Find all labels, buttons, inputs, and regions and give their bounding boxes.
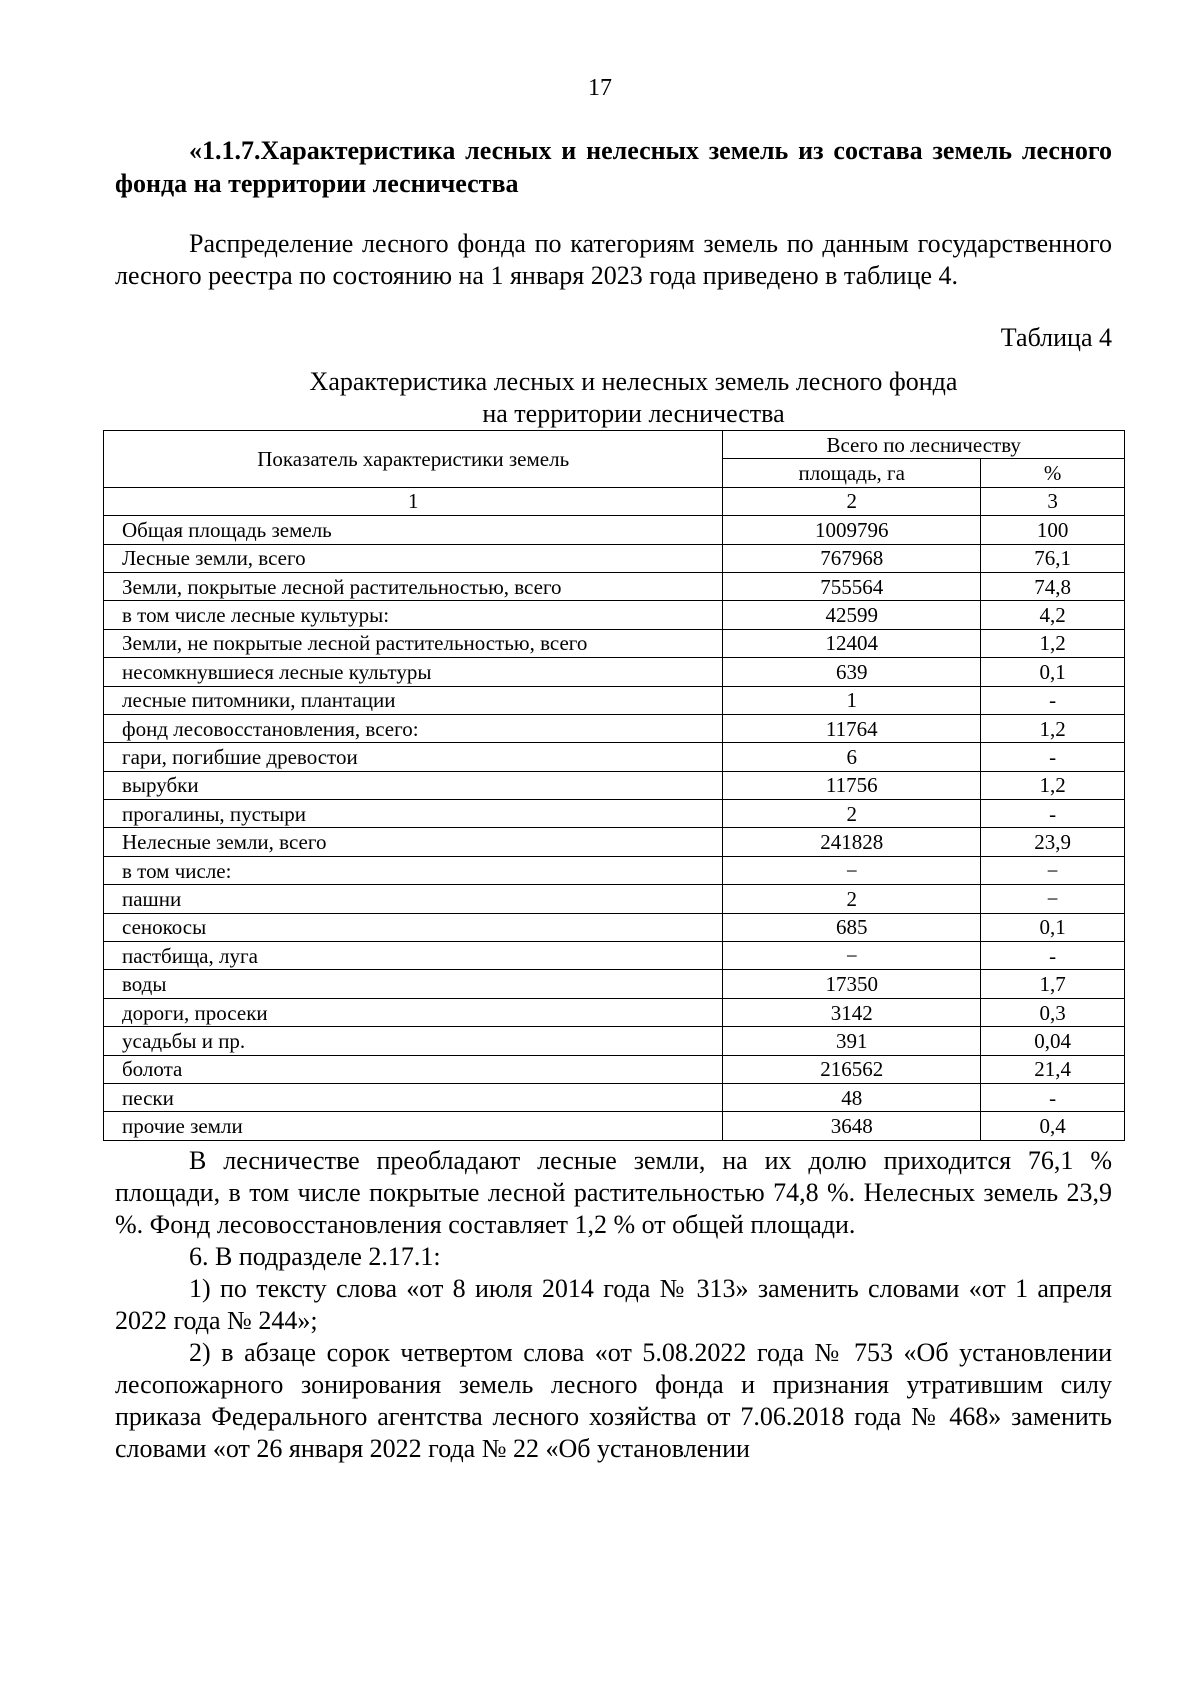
row-percent: 0,1 (981, 913, 1125, 941)
row-indicator: пашни (104, 885, 723, 913)
row-percent: 74,8 (981, 572, 1125, 600)
section-heading: «1.1.7.Характеристика лесных и нелесных земель из состава земель лесного фонда на территории лесничества (115, 136, 1112, 198)
table-label: Таблица 4 (1000, 323, 1112, 352)
table-row (104, 828, 1125, 856)
row-indicator: Общая площадь земель (104, 516, 723, 544)
row-indicator: сенокосы (104, 913, 723, 941)
row-percent: − (981, 885, 1125, 913)
row-indicator: Нелесные земли, всего (104, 828, 723, 856)
row-area: 1009796 (723, 516, 981, 544)
row-area: 12404 (723, 629, 981, 657)
row-area: 2 (723, 885, 981, 913)
row-area: 241828 (723, 828, 981, 856)
closing-text (115, 1145, 1112, 1465)
row-percent: 1,2 (981, 771, 1125, 799)
row-percent: 76,1 (981, 544, 1125, 572)
summary-paragraph: В лесничестве преобладают лесные земли, на их долю приходится 76,1 % площади, в том числе покрытые лесной растительностью 74,8 %. Нелесных земель 23,9 %. Фонд лесовосстановления составляет 1,2 % от общей площади. (115, 1145, 1112, 1239)
row-percent: - (981, 942, 1125, 970)
row-percent: 1,7 (981, 970, 1125, 998)
row-indicator: прочие земли (104, 1112, 723, 1140)
page-content (115, 134, 1112, 1465)
header-total: Всего по лесничеству (723, 431, 1125, 459)
table-caption (115, 366, 1112, 430)
row-area: 42599 (723, 601, 981, 629)
row-percent: 4,2 (981, 601, 1125, 629)
table-row (104, 800, 1125, 828)
row-indicator: болота (104, 1055, 723, 1083)
row-area: 216562 (723, 1055, 981, 1083)
row-area: 3648 (723, 1112, 981, 1140)
row-percent: 100 (981, 516, 1125, 544)
table-body (104, 516, 1125, 1141)
table-row (104, 516, 1125, 544)
row-percent: 23,9 (981, 828, 1125, 856)
row-area: − (723, 856, 981, 884)
row-percent: 0,1 (981, 658, 1125, 686)
column-number-3: 3 (981, 487, 1125, 515)
table-caption-line-2: на территории лесничества (482, 399, 785, 428)
table-row (104, 970, 1125, 998)
table-row (104, 885, 1125, 913)
table-row (104, 686, 1125, 714)
row-percent: 21,4 (981, 1055, 1125, 1083)
column-number-1: 1 (104, 487, 723, 515)
row-indicator: воды (104, 970, 723, 998)
row-area: 639 (723, 658, 981, 686)
header-percent: % (981, 459, 1125, 487)
table-row (104, 913, 1125, 941)
row-area: 685 (723, 913, 981, 941)
row-area: 3142 (723, 998, 981, 1026)
table-row (104, 658, 1125, 686)
row-indicator: в том числе: (104, 856, 723, 884)
row-percent: - (981, 800, 1125, 828)
row-area: 11756 (723, 771, 981, 799)
row-indicator: лесные питомники, плантации (104, 686, 723, 714)
page-number: 17 (588, 75, 612, 101)
row-indicator: вырубки (104, 771, 723, 799)
table-row (104, 1055, 1125, 1083)
row-area: 767968 (723, 544, 981, 572)
row-indicator: Лесные земли, всего (104, 544, 723, 572)
table-row (104, 998, 1125, 1026)
row-area: 1 (723, 686, 981, 714)
table-row (104, 942, 1125, 970)
row-indicator: фонд лесовосстановления, всего: (104, 714, 723, 742)
row-indicator: Земли, покрытые лесной растительностью, всего (104, 572, 723, 600)
row-area: − (723, 942, 981, 970)
table-caption-line-1: Характеристика лесных и нелесных земель лесного фонда (309, 367, 958, 396)
table-row (104, 1083, 1125, 1111)
row-indicator: пески (104, 1083, 723, 1111)
row-area: 11764 (723, 714, 981, 742)
table-row (104, 856, 1125, 884)
row-indicator: Земли, не покрытые лесной растительностью, всего (104, 629, 723, 657)
row-indicator: усадьбы и пр. (104, 1027, 723, 1055)
row-percent: 0,4 (981, 1112, 1125, 1140)
row-percent: 1,2 (981, 714, 1125, 742)
column-number-2: 2 (723, 487, 981, 515)
table-row (104, 1027, 1125, 1055)
intro-paragraph: Распределение лесного фонда по категориям земель по данным государственного лесного реестра по состоянию на 1 января 2023 года приведено в таблице 4. (115, 229, 1112, 290)
row-area: 48 (723, 1083, 981, 1111)
table-row (104, 544, 1125, 572)
row-indicator: гари, погибшие древостои (104, 743, 723, 771)
table-row (104, 629, 1125, 657)
row-indicator: прогалины, пустыри (104, 800, 723, 828)
row-indicator: несомкнувшиеся лесные культуры (104, 658, 723, 686)
land-characteristics-table (103, 430, 1125, 1141)
table-row (104, 601, 1125, 629)
row-percent: - (981, 1083, 1125, 1111)
row-indicator: в том числе лесные культуры: (104, 601, 723, 629)
amendment-subitem-2: 2) в абзаце сорок четвертом слова «от 5.08.2022 года № 753 «Об установлении лесопожарного зонирования земель лесного фонда и признания утратившим силу приказа Федерального агентства лесного хозяйства от 7.06.2018 года № 468» заменить словами «от 26 января 2022 года № 22 «Об установлении (115, 1337, 1112, 1463)
header-area: площадь, га (723, 459, 981, 487)
row-indicator: дороги, просеки (104, 998, 723, 1026)
row-percent: − (981, 856, 1125, 884)
row-percent: - (981, 743, 1125, 771)
row-percent: - (981, 686, 1125, 714)
table-row (104, 572, 1125, 600)
row-percent: 1,2 (981, 629, 1125, 657)
table-row (104, 743, 1125, 771)
table-row (104, 714, 1125, 742)
row-area: 755564 (723, 572, 981, 600)
row-area: 391 (723, 1027, 981, 1055)
table-row (104, 771, 1125, 799)
row-area: 17350 (723, 970, 981, 998)
table-row (104, 1112, 1125, 1140)
amendment-item-6: 6. В подразделе 2.17.1: (189, 1241, 441, 1271)
row-percent: 0,04 (981, 1027, 1125, 1055)
header-indicator: Показатель характеристики земель (104, 431, 723, 488)
row-area: 2 (723, 800, 981, 828)
row-area: 6 (723, 743, 981, 771)
row-indicator: пастбища, луга (104, 942, 723, 970)
row-percent: 0,3 (981, 998, 1125, 1026)
amendment-subitem-1: 1) по тексту слова «от 8 июля 2014 года № 313» заменить словами «от 1 апреля 2022 года № 244»; (115, 1273, 1112, 1335)
